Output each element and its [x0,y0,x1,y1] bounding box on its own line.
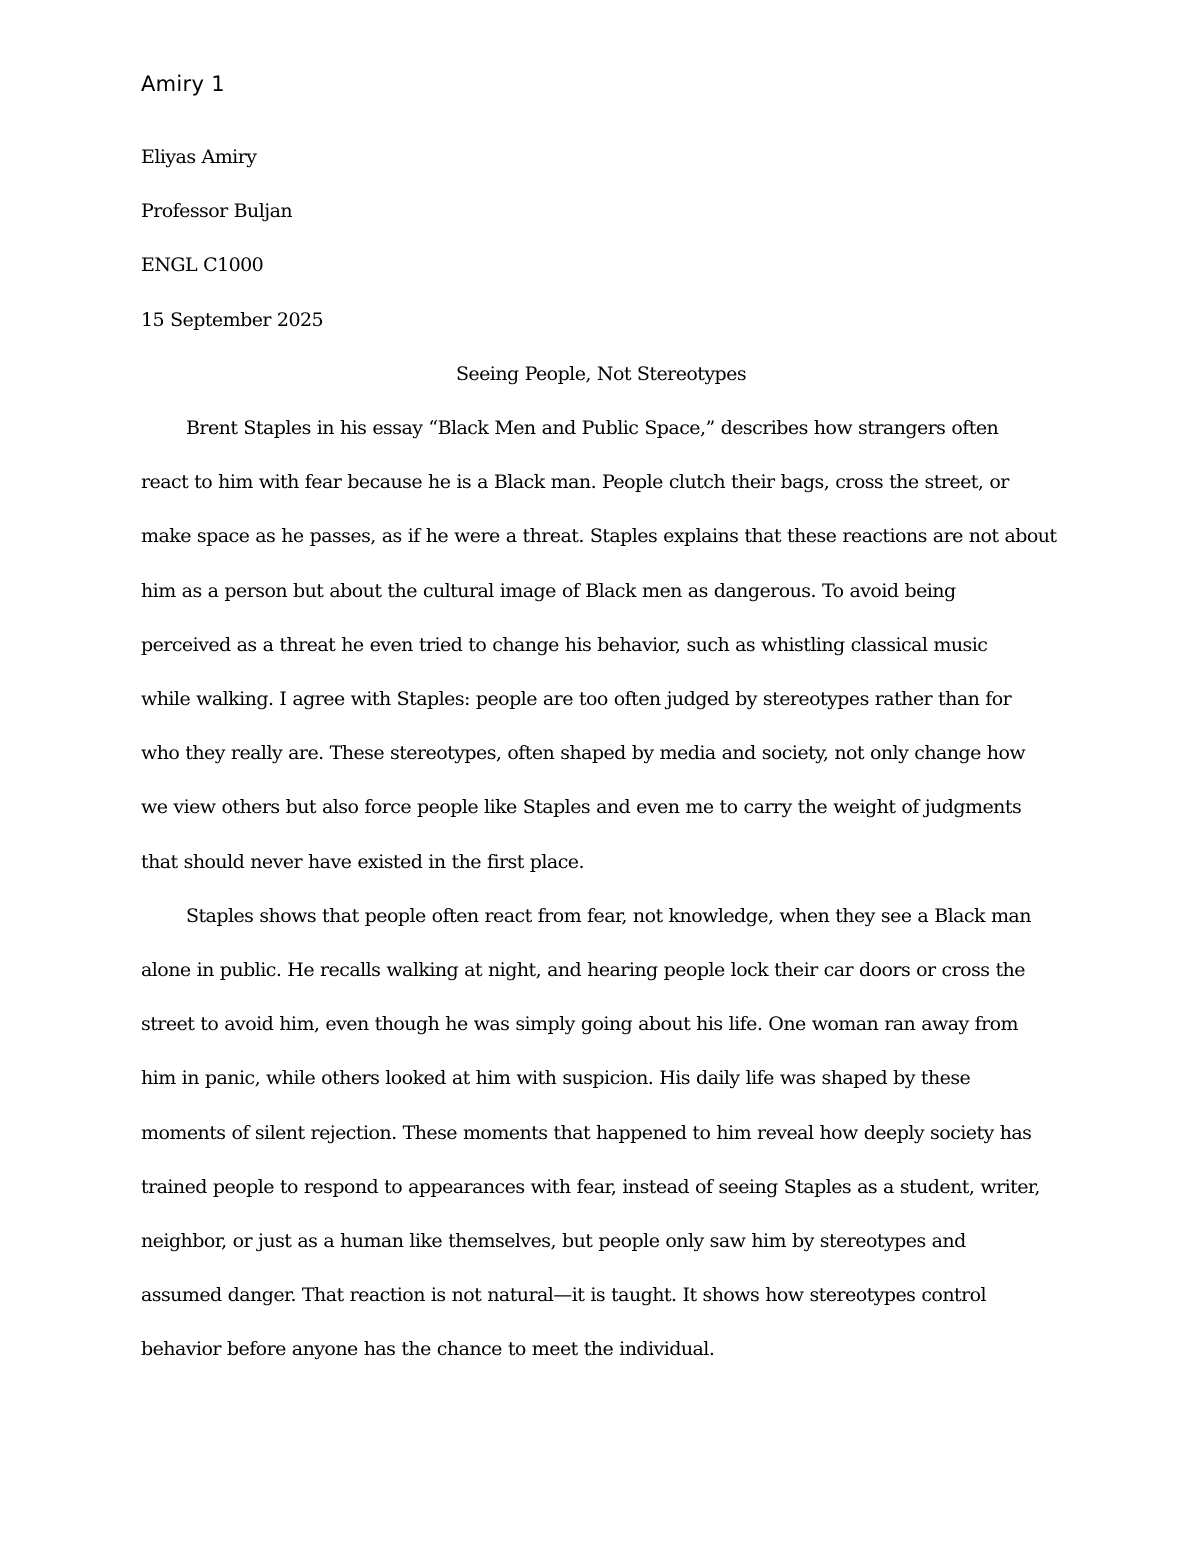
paragraph-line: Brent Staples in his essay “Black Men and Public Space,” describes how strangers often [186,417,999,440]
paragraph-line: trained people to respond to appearances with fear, instead of seeing Staples as a student, writer, [141,1175,1040,1198]
paragraph-line: that should never have existed in the first place. [141,850,584,873]
body-paragraph [141,889,1061,1377]
paragraph-line: assumed danger. That reaction is not natural—it is taught. It shows how stereotypes control [141,1284,987,1307]
paragraph-line: street to avoid him, even though he was simply going about his life. One woman ran away from [141,1013,1019,1036]
paragraph-line: react to him with fear because he is a Black man. People clutch their bags, cross the street, or [141,471,1009,494]
essay-title: Seeing People, Not Stereotypes [455,362,747,385]
paragraph-line: him as a person but about the cultural image of Black men as dangerous. To avoid being [141,579,956,602]
paragraph-line: perceived as a threat he even tried to change his behavior, such as whistling classical music [141,633,988,656]
document-body [141,130,1061,1377]
paragraph-line: moments of silent rejection. These moments that happened to him reveal how deeply society has [141,1121,1032,1144]
paragraph-line: we view others but also force people like Staples and even me to carry the weight of judgments [141,796,1022,819]
paragraph-line: make space as he passes, as if he were a threat. Staples explains that these reactions are not about [141,525,1057,548]
paragraph-line: who they really are. These stereotypes, often shaped by media and society, not only change how [141,742,1026,765]
essay-date: 15 September 2025 [141,308,324,331]
paragraph-line: him in panic, while others looked at him with suspicion. His daily life was shaped by these [141,1067,971,1090]
instructor-name: Professor Buljan [141,200,293,223]
paragraph-line: behavior before anyone has the chance to meet the individual. [141,1338,715,1361]
running-head: Amiry 1 [141,72,225,96]
body-paragraph [141,401,1061,889]
paragraph-line: Staples shows that people often react from fear, not knowledge, when they see a Black man [186,904,1031,927]
student-name: Eliyas Amiry [141,146,257,168]
paragraph-line: alone in public. He recalls walking at night, and hearing people lock their car doors or cross the [141,959,1025,982]
paragraph-line: while walking. I agree with Staples: people are too often judged by stereotypes rather than for [141,688,1012,711]
course-name: ENGL C1000 [141,254,264,277]
paragraph-line: neighbor, or just as a human like themselves, but people only saw him by stereotypes and [141,1230,966,1253]
